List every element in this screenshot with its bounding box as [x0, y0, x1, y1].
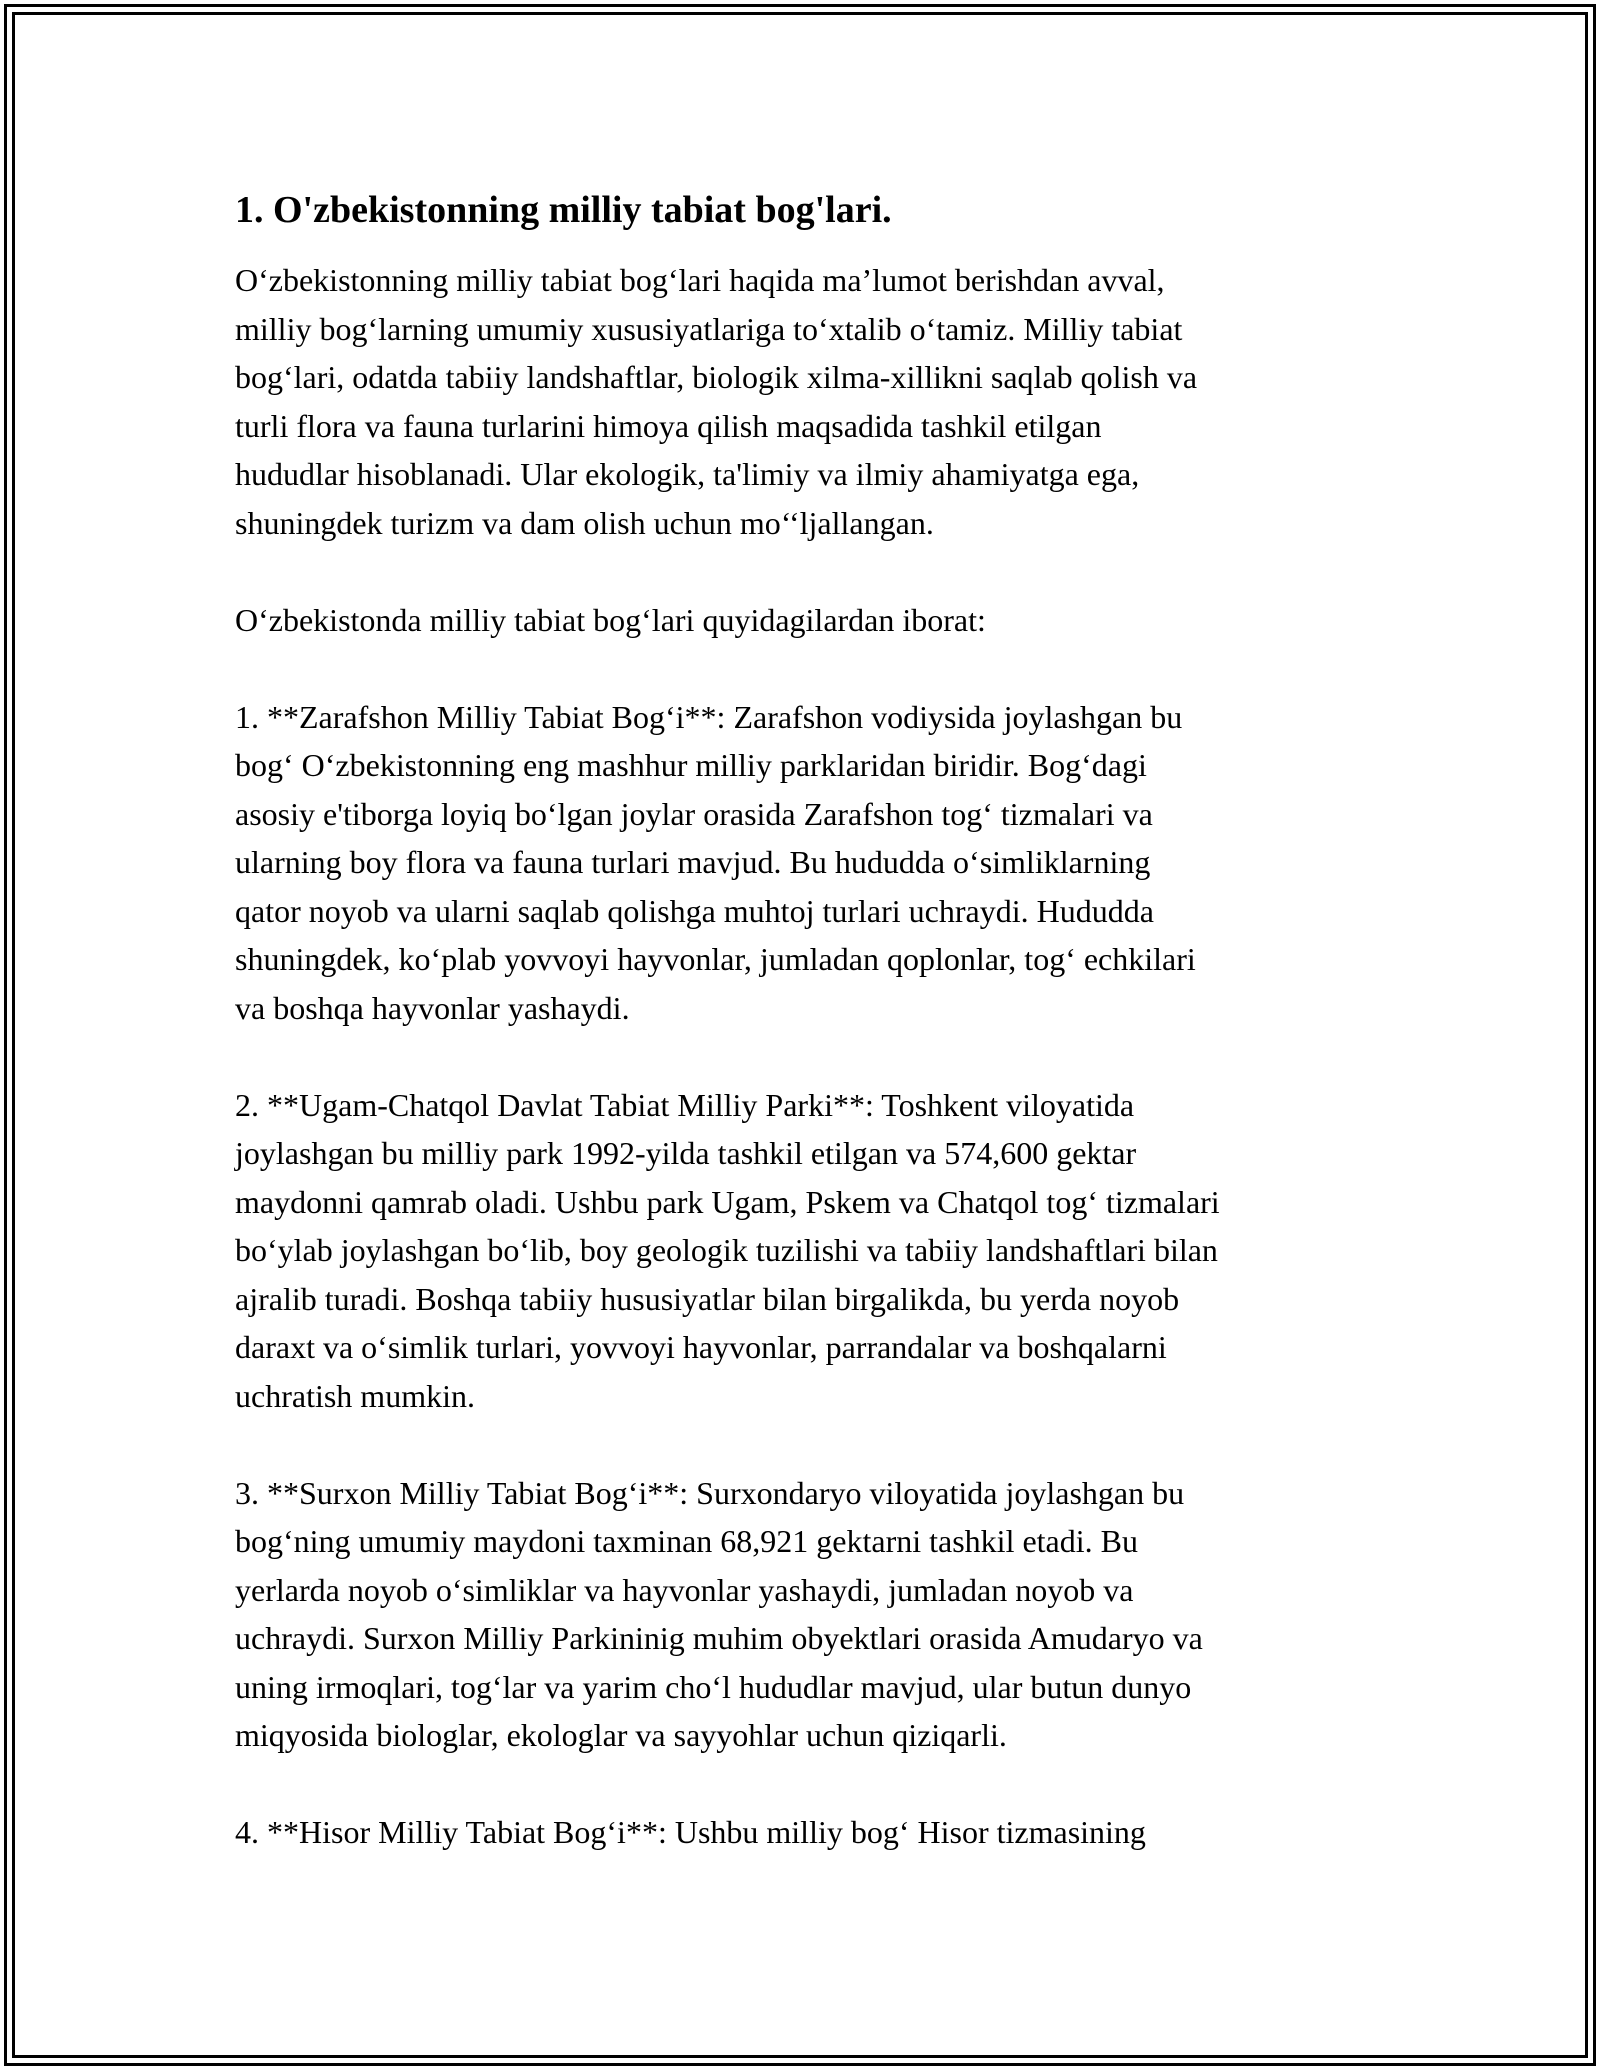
list-item-zarafshon: 1. **Zarafshon Milliy Tabiat Bog‘i**: Zarafshon vodiysida joylashgan bu bog‘ O‘zbekistonning eng mashhur milliy parklaridan biridir. Bog‘dagi asosiy e'tiborga loyiq bo‘lgan joylar orasida Zarafshon tog‘ tizmalari va ularning boy flora va fauna turlari mavjud. Bu hududda o‘simliklarning qator noyob va ularni saqlab qolishga muhtoj turlari uchraydi. Hududda shuningdek, ko‘plab yovvoyi hayvonlar, jumladan qoplonlar, tog‘ echkilari va boshqa hayvonlar yashaydi. — [235, 698, 1196, 1026]
section-heading: 1. O'zbekistonning milliy tabiat bog'lari. — [235, 189, 892, 231]
list-intro-paragraph: O‘zbekistonda milliy tabiat bog‘lari quyidagilardan iborat: — [235, 601, 986, 638]
document-body — [235, 186, 1365, 1857]
list-item-surxon: 3. **Surxon Milliy Tabiat Bog‘i**: Surxondaryo viloyatida joylashgan bu bog‘ning umumiy maydoni taxminan 68,921 gektarni tashkil etadi. Bu yerlarda noyob o‘simliklar va hayvonlar yashaydi, jumladan noyob va uchraydi. Surxon Milliy Parkininig muhim obyektlari orasida Amudaryo va uning irmoqlari, tog‘lar va yarim cho‘l hududlar mavjud, ular butun dunyo miqyosida biologlar, ekologlar va sayyohlar uchun qiziqarli. — [235, 1474, 1203, 1753]
list-item-hisor: 4. **Hisor Milliy Tabiat Bog‘i**: Ushbu milliy bog‘ Hisor tizmasining — [235, 1814, 1146, 1850]
list-item-ugam-chatqol: 2. **Ugam-Chatqol Davlat Tabiat Milliy Parki**: Toshkent viloyatida joylashgan bu milliy park 1992-yilda tashkil etilgan va 574,600 gektar maydonni qamrab oladi. Ushbu park Ugam, Pskem va Chatqol tog‘ tizmalari bo‘ylab joylashgan bo‘lib, boy geologik tuzilishi va tabiiy landshaftlari bilan ajralib turadi. Boshqa tabiiy hususiyatlar bilan birgalikda, bu yerda noyob daraxt va o‘simlik turlari, yovvoyi hayvonlar, parrandalar va boshqalarni uchratish mumkin. — [235, 1086, 1220, 1414]
intro-paragraph: O‘zbekistonning milliy tabiat bog‘lari haqida ma’lumot berishdan avval, milliy bog‘larning umumiy xususiyatlariga to‘xtalib o‘tamiz. Milliy tabiat bog‘lari, odatda tabiiy landshaftlar, biologik xilma-xillikni saqlab qolish va turli flora va fauna turlarini himoya qilish maqsadida tashkil etilgan hududlar hisoblanadi. Ular ekologik, ta'limiy va ilmiy ahamiyatga ega, shuningdek turizm va dam olish uchun mo‘‘ljallangan. — [235, 262, 1198, 541]
